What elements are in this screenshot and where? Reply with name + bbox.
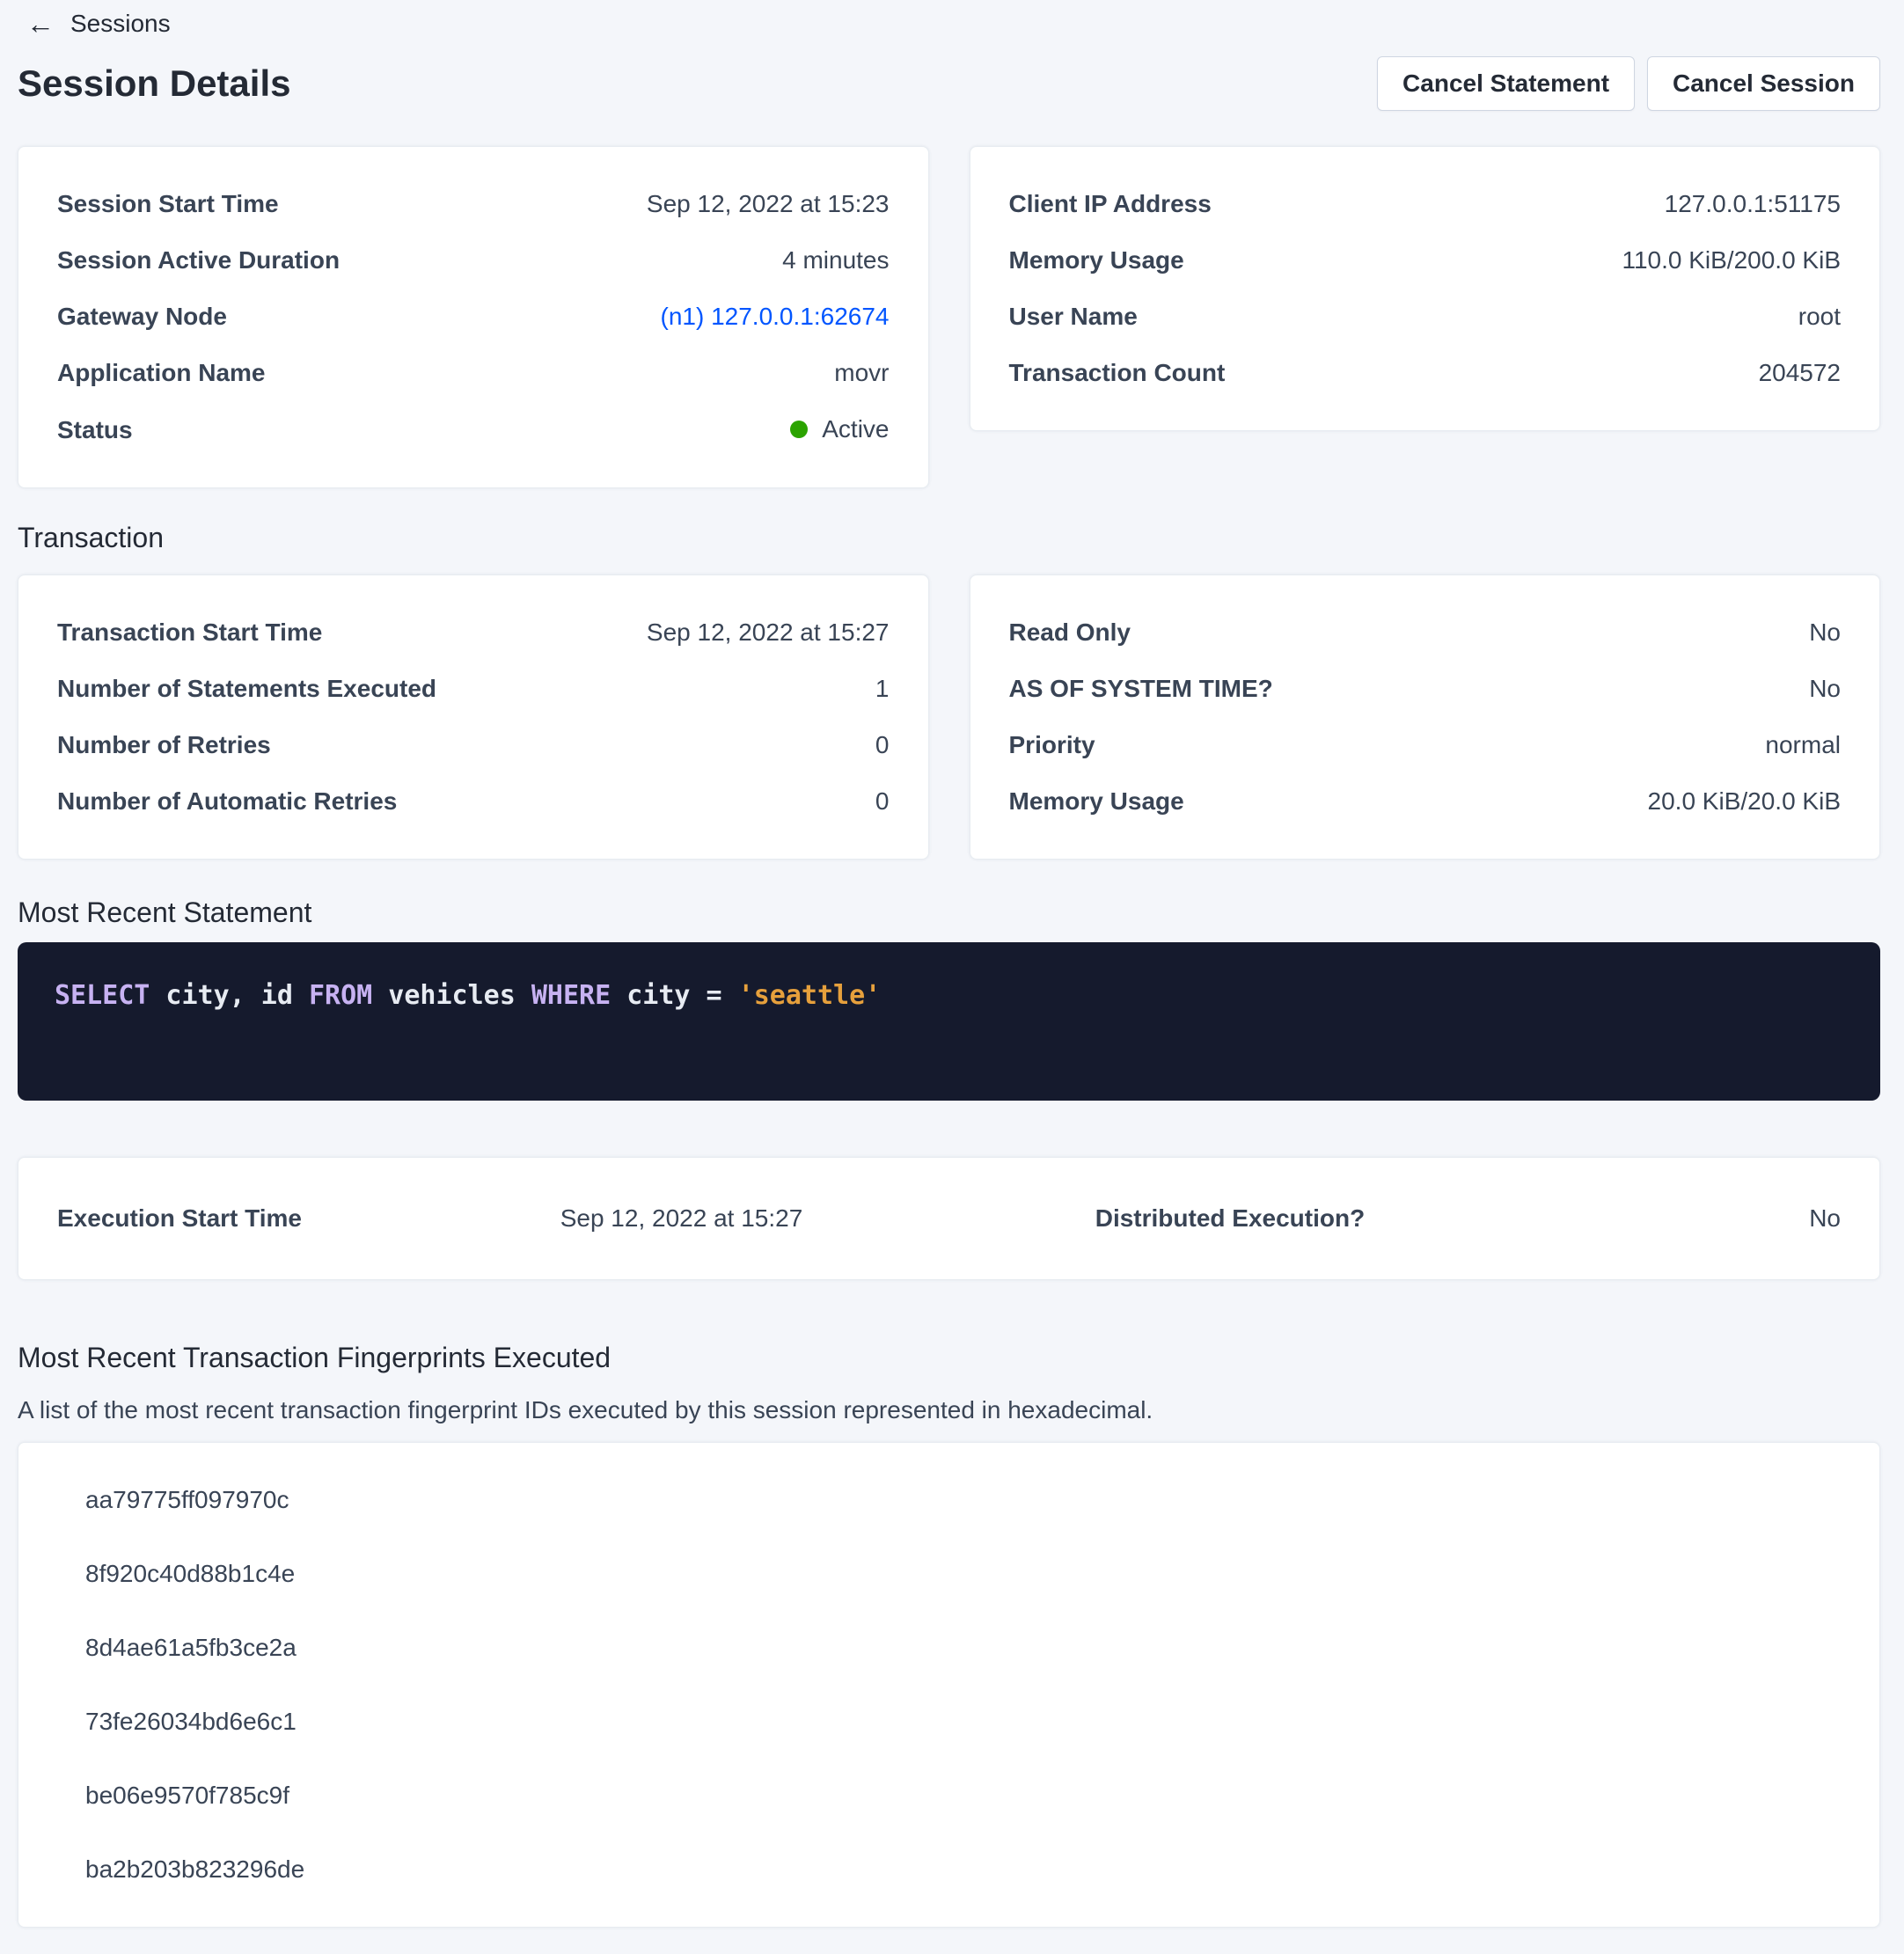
table-row <box>1009 674 1842 704</box>
table-row <box>1009 618 1842 648</box>
session-start-time-value: Sep 12, 2022 at 15:23 <box>646 190 890 217</box>
kv-label: Transaction Count <box>1008 359 1226 386</box>
kv-label: Distributed Execution? <box>1095 1204 1366 1232</box>
kv-label: Memory Usage <box>1008 787 1184 815</box>
most-recent-statement-sql-box <box>18 942 1880 1101</box>
back-link-label: Sessions <box>70 10 171 37</box>
execution-card <box>18 1157 1880 1280</box>
kv-label: Client IP Address <box>1008 190 1212 217</box>
session-summary-card-left <box>18 146 929 488</box>
table-row <box>57 674 890 704</box>
table-row <box>57 730 890 760</box>
table-row <box>1009 787 1842 816</box>
session-summary-card-right <box>970 146 1881 431</box>
kv-label: Gateway Node <box>57 303 227 330</box>
transaction-section-heading: Transaction <box>18 522 164 553</box>
list-item: be06e9570f785c9f <box>85 1782 289 1809</box>
header-actions <box>1377 56 1880 111</box>
list-item: 73fe26034bd6e6c1 <box>85 1708 297 1735</box>
kv-label: Memory Usage <box>1008 246 1184 274</box>
user-name-value: root <box>1798 303 1841 330</box>
sql-text: city = <box>611 980 738 1011</box>
sql-keyword: FROM <box>309 980 373 1011</box>
fingerprints-card <box>18 1442 1880 1928</box>
transaction-section <box>18 574 1880 860</box>
cancel-statement-button[interactable]: Cancel Statement <box>1377 56 1635 111</box>
table-row <box>57 245 890 275</box>
sql-text: vehicles <box>372 980 531 1011</box>
fingerprints-description: A list of the most recent transaction fingerprint IDs executed by this session represented in hexadecimal. <box>18 1396 1153 1423</box>
kv-label: Number of Statements Executed <box>57 675 436 702</box>
sql-keyword: SELECT <box>55 980 150 1011</box>
table-row <box>57 1204 802 1233</box>
status-text: Active <box>822 415 890 443</box>
active-status-dot-icon <box>790 421 808 438</box>
transaction-memory-usage-value: 20.0 KiB/20.0 KiB <box>1647 787 1841 815</box>
kv-label: Number of Retries <box>57 731 271 758</box>
status-badge <box>790 414 889 444</box>
session-active-duration-value: 4 minutes <box>782 246 890 274</box>
kv-label: Application Name <box>57 359 266 386</box>
page-header <box>18 56 1880 111</box>
kv-label: Status <box>57 416 133 443</box>
kv-label: Priority <box>1008 731 1095 758</box>
kv-label: AS OF SYSTEM TIME? <box>1008 675 1273 702</box>
list-item: ba2b203b823296de <box>85 1855 305 1883</box>
table-row <box>57 358 890 388</box>
read-only-value: No <box>1809 618 1841 646</box>
statement-section-heading: Most Recent Statement <box>18 896 312 928</box>
distributed-execution-value: No <box>1809 1204 1841 1232</box>
table-row <box>57 787 890 816</box>
statements-executed-value: 1 <box>875 675 890 702</box>
client-ip-value: 127.0.0.1:51175 <box>1664 190 1841 217</box>
application-name-value: movr <box>834 359 890 386</box>
kv-label: Session Active Duration <box>57 246 341 274</box>
gateway-node-link[interactable]: (n1) 127.0.0.1:62674 <box>660 303 890 330</box>
memory-usage-value: 110.0 KiB/200.0 KiB <box>1622 246 1841 274</box>
sql-string-literal: 'seattle' <box>737 980 882 1011</box>
kv-label: Read Only <box>1008 618 1131 646</box>
priority-value: normal <box>1765 731 1841 758</box>
sql-statement <box>55 979 1842 1013</box>
table-row <box>1009 189 1842 219</box>
transaction-card-right <box>970 574 1881 860</box>
kv-label: User Name <box>1008 303 1138 330</box>
back-to-sessions-link[interactable] <box>26 7 171 40</box>
as-of-system-time-value: No <box>1809 675 1841 702</box>
table-row <box>57 302 890 332</box>
back-arrow-icon: ← <box>26 8 55 40</box>
cancel-session-button[interactable]: Cancel Session <box>1647 56 1880 111</box>
table-row <box>57 414 890 445</box>
kv-label: Transaction Start Time <box>57 618 323 646</box>
table-row <box>1009 245 1842 275</box>
list-item: 8d4ae61a5fb3ce2a <box>85 1634 297 1661</box>
transaction-count-value: 204572 <box>1758 359 1841 386</box>
automatic-retries-value: 0 <box>875 787 890 815</box>
sql-keyword: WHERE <box>531 980 611 1011</box>
session-summary-section <box>18 146 1880 488</box>
fingerprints-section-heading: Most Recent Transaction Fingerprints Executed <box>18 1342 611 1373</box>
execution-start-time-value: Sep 12, 2022 at 15:27 <box>560 1204 803 1232</box>
sql-text: city, id <box>150 980 309 1011</box>
table-row <box>57 189 890 219</box>
table-row <box>1095 1204 1841 1233</box>
transaction-start-time-value: Sep 12, 2022 at 15:27 <box>646 618 890 646</box>
table-row <box>1009 302 1842 332</box>
retries-value: 0 <box>875 731 890 758</box>
kv-label: Execution Start Time <box>57 1204 303 1232</box>
list-item: 8f920c40d88b1c4e <box>85 1560 296 1587</box>
list-item: aa79775ff097970c <box>85 1486 289 1513</box>
kv-label: Number of Automatic Retries <box>57 787 398 815</box>
transaction-card-left <box>18 574 929 860</box>
table-row <box>1009 358 1842 388</box>
table-row <box>57 618 890 648</box>
page-title: Session Details <box>18 62 291 104</box>
table-row <box>1009 730 1842 760</box>
kv-label: Session Start Time <box>57 190 279 217</box>
